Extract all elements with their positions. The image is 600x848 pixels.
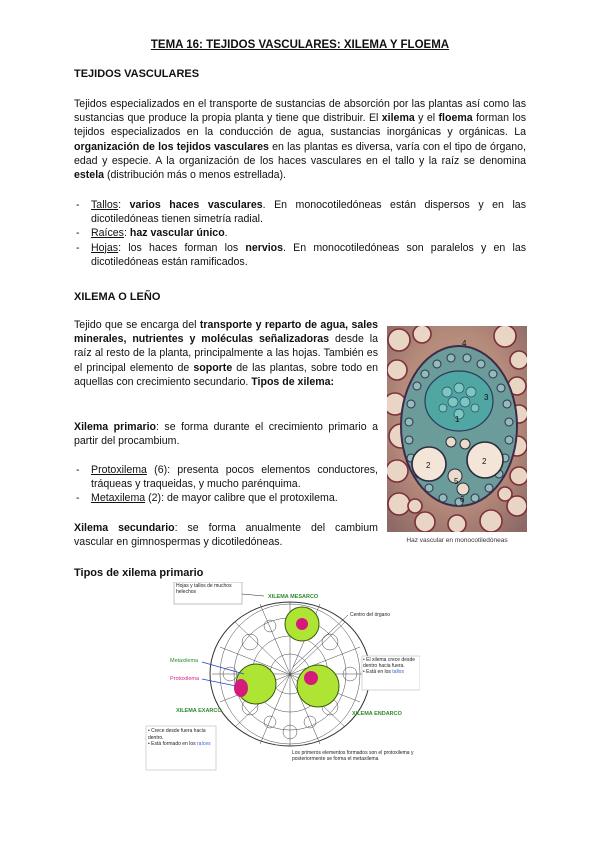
diagram-tipos-xilema — [140, 582, 420, 782]
bold-term: xilema — [381, 112, 415, 125]
text: y el — [414, 112, 439, 125]
micrograph-label: 1 — [455, 415, 460, 424]
text: Tejidos especializados en el transporte de sustancias de absorción por las plantas así como las sustancias que produce la propia planta y tiene que distribuir. El — [74, 98, 526, 125]
text: en las plantas es diversa, varía con el tipo de órgano, edad y especie. A la organización de los haces vasculares en el tallo y la raíz se denomina — [74, 140, 526, 167]
note-endarco — [363, 657, 419, 675]
label-metaxilema: Metaxilema — [170, 658, 199, 664]
bold-term: nervios — [245, 241, 284, 254]
list-xilema-primario — [74, 463, 378, 506]
note-formacion: Los primeros elementos formados son el protoxilema y posteriormente se forma el metaxilema — [292, 750, 414, 762]
text: : se forma anualmente del cambium vascular en gimnospermas y dicotiledóneas. — [74, 522, 379, 549]
text: Está formado en los — [151, 741, 197, 747]
bold-term: varios haces vasculares — [129, 199, 263, 211]
highlight: raíces — [197, 741, 211, 747]
list-item-tallos: - Tallos: varios haces vasculares. En monocotiledóneas están dispersos y en las dicotiledóneas tienen simetría radial. — [74, 198, 526, 226]
bold-term: estela — [74, 169, 105, 182]
paragraph-xilema-primario — [74, 420, 378, 448]
micrograph-label: 4 — [462, 339, 467, 348]
text: de las plantas, sobre todo en aquellas con crecimiento secundario. — [74, 361, 378, 388]
text: : los haces forman los — [118, 241, 246, 254]
text: Está en los — [366, 669, 393, 675]
label-protoxilema: Protoxilema — [170, 676, 200, 682]
micrograph-caption: Haz vascular en monocotiledóneas — [406, 537, 508, 544]
bold-term: floema — [438, 112, 473, 125]
text: : se forma durante el crecimiento primario a partir del procambium. — [74, 421, 379, 448]
bold-term: Xilema primario — [74, 421, 157, 433]
paragraph-xilema-secundario — [74, 521, 378, 549]
micrograph-haz-vascular — [387, 326, 527, 532]
bold-term: organización de los tejidos vasculares — [74, 140, 269, 153]
micrograph-image — [387, 326, 527, 532]
text: Crece desde fuera hacia dentro. — [148, 728, 206, 741]
text: desde la raíz al resto de la planta, principalmente a las hojas. También es el principal elemento de — [74, 333, 379, 374]
cross-section — [210, 602, 370, 746]
text: forman los tejidos especializados en la conducción de agua, sustancias inorgánicas y orgánicas. La — [74, 112, 527, 139]
highlight: tallos — [392, 669, 404, 675]
micrograph-label: 5 — [454, 477, 459, 486]
section-heading-tejidos-vasculares: TEJIDOS VASCULARES — [74, 68, 200, 80]
section-heading-tipos-xilema: Tipos de xilema primario — [74, 567, 204, 579]
paragraph-xilema — [74, 318, 378, 389]
list-organos — [74, 198, 526, 269]
list-item-hojas — [74, 241, 526, 269]
term: Metaxilema — [91, 492, 146, 505]
note-exarco-line: • Está formado en los raíces — [148, 741, 211, 747]
note-exarco-line: • Crece desde fuera hacia dentro. — [148, 728, 206, 741]
text: . — [224, 227, 228, 240]
text: (6): presenta pocos elementos conductores, tráqueas y traqueidas, y mucho parénquima. — [91, 464, 378, 491]
list-item-raices: - Raíces: haz vascular único. — [74, 226, 526, 240]
micrograph-label: 2 — [482, 457, 487, 466]
text: (distribución más o menos estrellada). — [104, 169, 286, 182]
section-heading-xilema: XILEMA O LEÑO — [74, 291, 161, 303]
list-item-metaxilema — [74, 491, 378, 505]
bold-term: haz vascular único — [129, 227, 225, 240]
page-title: TEMA 16: TEJIDOS VASCULARES: XILEMA Y FLOEMA — [150, 39, 450, 51]
micrograph-label: 6 — [460, 495, 465, 504]
label-hojas-helechos: Hojas y tallos de muchos helechos — [176, 583, 232, 595]
text: (2): de mayor calibre que el protoxilema. — [145, 492, 338, 505]
bold-term: Tipos de xilema: — [251, 375, 335, 388]
note-endarco-line: • El xilema crece desde dentro hacia fuera. — [363, 657, 416, 669]
label-xilema-mesarco: XILEMA MESARCO — [268, 594, 319, 600]
note-endarco-line: • Está en los tallos — [363, 669, 404, 675]
diagram-image — [140, 582, 420, 782]
text: El xilema crece desde dentro hacia fuera. — [363, 657, 416, 669]
term: Protoxilema — [91, 464, 147, 476]
term: Raíces — [91, 227, 124, 240]
text: Tejido que se encarga del — [74, 319, 200, 331]
bold-term: transporte y reparto de agua, sales minerales, nutrientes y moléculas señalizadoras — [74, 319, 378, 346]
micrograph-label: 3 — [484, 393, 489, 402]
list-item-protoxilema — [74, 463, 378, 491]
note-exarco — [148, 728, 216, 748]
text: . En monocotiledóneas son paralelos y en las dicotiledóneas están ramificados. — [91, 241, 527, 268]
label-xilema-exarco: XILEMA EXARCO — [176, 708, 222, 714]
label-xilema-endarco: XILEMA ENDARCO — [352, 711, 402, 717]
bold-term: soporte — [193, 361, 233, 374]
bold-term: Xilema secundario — [74, 522, 175, 534]
text: . En monocotiledóneas están dispersos y en las dicotiledóneas tienen simetría radial. — [91, 199, 526, 226]
micrograph-label: 2 — [426, 461, 431, 470]
term: Hojas — [91, 241, 119, 254]
label-centro-organo: Centro del órgano — [350, 612, 391, 618]
term: Tallos — [91, 199, 119, 211]
paragraph-tejidos-vasculares — [74, 97, 526, 182]
